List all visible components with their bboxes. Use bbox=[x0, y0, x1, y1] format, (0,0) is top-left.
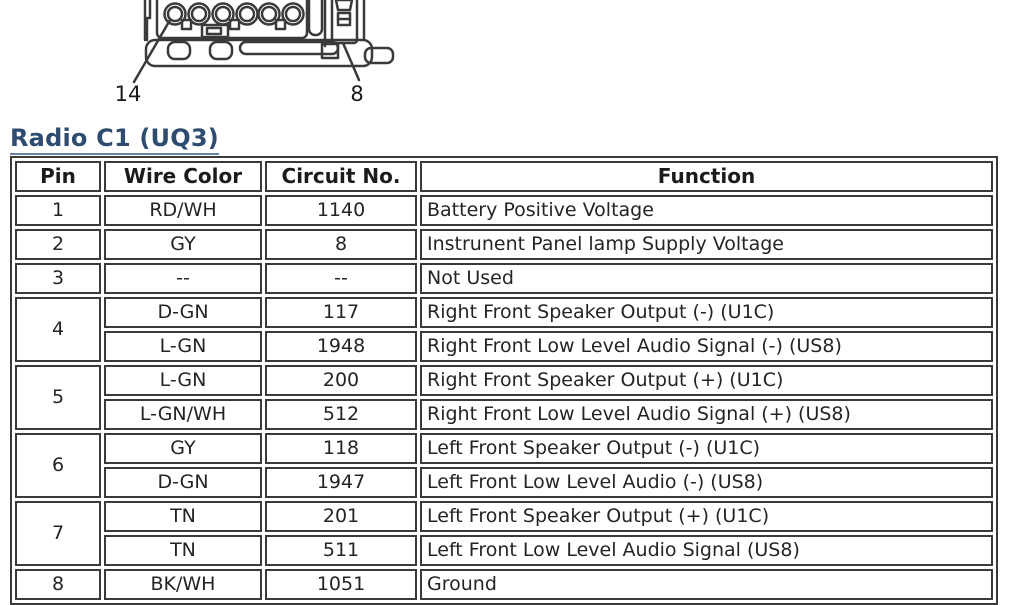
side-slot bbox=[309, 0, 322, 35]
pin-cell: 8 bbox=[15, 569, 101, 600]
terminal-cavity-inner bbox=[240, 7, 254, 21]
function-cell: Right Front Low Level Audio Signal (-) (US8) bbox=[420, 331, 993, 362]
page-title-text: Radio C1 (UQ3) bbox=[10, 124, 219, 155]
pin-cell: 1 bbox=[15, 195, 101, 226]
connector-pin14-label: 14 bbox=[114, 82, 142, 106]
table-row bbox=[15, 229, 993, 260]
function-cell: Left Front Low Level Audio (-) (US8) bbox=[420, 467, 993, 498]
circuit-no-cell: 117 bbox=[265, 297, 417, 328]
function-cell: Right Front Speaker Output (+) (U1C) bbox=[420, 365, 993, 396]
terminal-cavity-inner bbox=[192, 7, 206, 21]
circuit-no-cell: 1947 bbox=[265, 467, 417, 498]
wire-color-cell: -- bbox=[104, 263, 262, 294]
pinout-body bbox=[15, 195, 993, 600]
latch-box bbox=[332, 0, 357, 43]
wire-color-column-header: Wire Color bbox=[104, 161, 262, 192]
circuit-no-cell: 200 bbox=[265, 365, 417, 396]
function-column-header: Function bbox=[420, 161, 993, 192]
wire-color-cell: BK/WH bbox=[104, 569, 262, 600]
circuit-no-cell: -- bbox=[265, 263, 417, 294]
function-cell: Right Front Speaker Output (-) (U1C) bbox=[420, 297, 993, 328]
wire-color-cell: D-GN bbox=[104, 297, 262, 328]
wire-color-cell: GY bbox=[104, 433, 262, 464]
pin-column-header: Pin bbox=[15, 161, 101, 192]
circuit-no-column-header: Circuit No. bbox=[265, 161, 417, 192]
table-row bbox=[15, 297, 993, 328]
function-cell: Ground bbox=[420, 569, 993, 600]
table-row bbox=[15, 195, 993, 226]
circuit-no-cell: 8 bbox=[265, 229, 417, 260]
pinout-table bbox=[10, 156, 998, 605]
wire-color-cell: L-GN bbox=[104, 365, 262, 396]
terminal-cavity-inner bbox=[262, 7, 276, 21]
pin-cell: 5 bbox=[15, 365, 101, 430]
connector-diagram bbox=[103, 0, 398, 112]
connector-pin8-label: 8 bbox=[350, 82, 364, 106]
wire-color-cell: TN bbox=[104, 501, 262, 532]
circuit-no-cell: 1051 bbox=[265, 569, 417, 600]
latch-wedge bbox=[336, 0, 352, 10]
pin-cell: 3 bbox=[15, 263, 101, 294]
wire-color-cell: TN bbox=[104, 535, 262, 566]
table-row bbox=[15, 569, 993, 600]
function-cell: Instrunent Panel lamp Supply Voltage bbox=[420, 229, 993, 260]
function-cell: Left Front Low Level Audio Signal (US8) bbox=[420, 535, 993, 566]
circuit-no-cell: 511 bbox=[265, 535, 417, 566]
table-row bbox=[15, 535, 993, 566]
terminal-cavity-inner bbox=[216, 7, 230, 21]
header-row bbox=[15, 161, 993, 192]
function-cell: Left Front Speaker Output (-) (U1C) bbox=[420, 433, 993, 464]
function-cell: Not Used bbox=[420, 263, 993, 294]
circuit-no-cell: 201 bbox=[265, 501, 417, 532]
table-row bbox=[15, 399, 993, 430]
function-cell: Left Front Speaker Output (+) (U1C) bbox=[420, 501, 993, 532]
circuit-no-cell: 1948 bbox=[265, 331, 417, 362]
wire-color-cell: RD/WH bbox=[104, 195, 262, 226]
page-title bbox=[10, 124, 219, 155]
function-cell: Right Front Low Level Audio Signal (+) (US8) bbox=[420, 399, 993, 430]
table-row bbox=[15, 263, 993, 294]
wire-color-cell: L-GN/WH bbox=[104, 399, 262, 430]
wire-color-cell: GY bbox=[104, 229, 262, 260]
table-row bbox=[15, 501, 993, 532]
table-row bbox=[15, 331, 993, 362]
wire-color-cell: L-GN bbox=[104, 331, 262, 362]
circuit-no-cell: 1140 bbox=[265, 195, 417, 226]
keyway-inner bbox=[207, 28, 221, 34]
table-row bbox=[15, 365, 993, 396]
pinout-table-wrapper bbox=[10, 156, 998, 605]
circuit-no-cell: 118 bbox=[265, 433, 417, 464]
pin-cell: 2 bbox=[15, 229, 101, 260]
pin-cell: 6 bbox=[15, 433, 101, 498]
housing-left-inner-line bbox=[147, 0, 150, 40]
pin-cell: 7 bbox=[15, 501, 101, 566]
wire-color-cell: D-GN bbox=[104, 467, 262, 498]
table-row bbox=[15, 433, 993, 464]
terminal-cavity-inner bbox=[286, 7, 300, 21]
circuit-no-cell: 512 bbox=[265, 399, 417, 430]
function-cell: Battery Positive Voltage bbox=[420, 195, 993, 226]
pin-cell: 4 bbox=[15, 297, 101, 362]
table-row bbox=[15, 467, 993, 498]
